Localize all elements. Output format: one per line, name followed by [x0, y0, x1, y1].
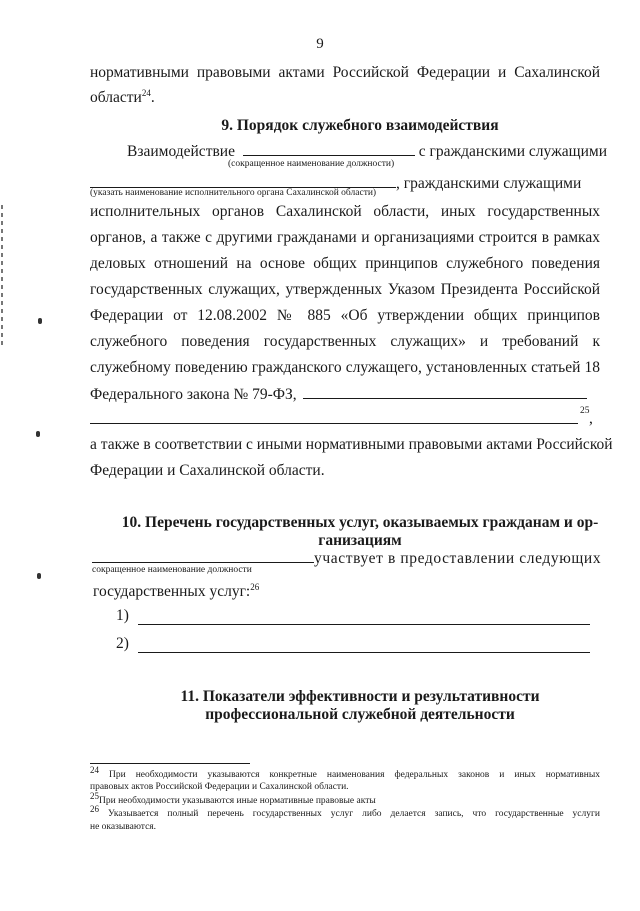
footnote-25-number: 25	[90, 791, 99, 801]
footnote-ref-24: 24	[141, 87, 151, 98]
footnote-26-line-2: не оказываются.	[90, 822, 157, 832]
scan-mark	[38, 318, 42, 324]
services-label-line	[93, 583, 603, 601]
interaction-word: Взаимодействие	[127, 143, 235, 160]
participates-text: участвует в предоставлении следующих	[314, 550, 602, 567]
position-blank[interactable]	[243, 142, 415, 156]
footnote-25-text: При необходимости указываются иные нормативные правовые акты	[99, 796, 376, 807]
section-11-title-2: профессиональной служебной деятельности	[205, 706, 515, 723]
body-blank[interactable]	[90, 174, 396, 188]
body-line-6: служебного поведения государственных служащих» и требований к	[90, 333, 600, 350]
footnote-24-text: При необходимости указываются конкретные наименования федеральных законов и иных нормативных	[109, 770, 600, 781]
section-10-title-2: ганизациям	[318, 532, 402, 549]
intro-period: .	[150, 89, 155, 106]
body-line-7: служебному поведению гражданского служащего, установленных статьей 18	[90, 359, 600, 376]
footnote-ref-26: 26	[250, 581, 260, 592]
position-hint-2: сокращенное наименование должности	[92, 565, 252, 575]
intro-line-2	[90, 89, 600, 107]
page-number: 9	[316, 36, 324, 52]
body-line-3: деловых отношений на основе общих принципов служебного поведения	[90, 255, 600, 272]
footnote-24-number: 24	[90, 765, 99, 775]
intro-text: области	[90, 89, 142, 106]
body-hint: (указать наименование исполнительного органа Сахалинской области)	[90, 188, 377, 198]
with-civil-servants: с гражданскими служащими	[418, 143, 607, 160]
closing-line-2: Федерации и Сахалинской области.	[90, 462, 325, 479]
footnote-26-text: Указывается полный перечень государственных услуг либо делается запись, что государственные услуги	[108, 809, 600, 820]
position-blank-2[interactable]	[92, 549, 314, 563]
section-10-title-1: 10. Перечень государственных услуг, оказываемых гражданам и ор-	[121, 514, 599, 531]
section-9-title: 9. Порядок служебного взаимодействия	[221, 117, 499, 134]
footnote-26-number: 26	[90, 804, 99, 814]
service-item-2-number: 2)	[116, 635, 129, 652]
service-item-1-number: 1)	[116, 607, 129, 624]
services-label: государственных услуг:	[93, 583, 251, 600]
closing-line-1: а также в соответствии с иными нормативными правовыми актами Российской	[90, 436, 613, 453]
position-hint: (сокращенное наименование должности)	[228, 159, 395, 169]
service-item-1-blank[interactable]	[138, 624, 590, 625]
law-blank[interactable]	[303, 385, 587, 399]
section-11-title-1: 11. Показатели эффективности и результативности	[180, 688, 540, 705]
footnote-24-line-2: правовых актов Российской Федерации и Сахалинской области.	[90, 782, 349, 792]
blank-comma: ,	[589, 410, 593, 427]
service-item-2-blank[interactable]	[138, 652, 590, 653]
body-line-1: исполнительных органов Сахалинской области, иных государственных	[90, 203, 600, 220]
full-blank-line[interactable]	[90, 423, 578, 424]
scan-edge-artifact	[1, 205, 3, 345]
body-line-4: государственных служащих, утвержденных Указом Президента Российской	[90, 281, 600, 298]
law-line	[90, 385, 600, 404]
law-text: Федерального закона № 79-ФЗ,	[90, 386, 297, 403]
scan-mark	[37, 573, 41, 579]
footnote-separator	[90, 763, 250, 764]
intro-line-1: нормативными правовыми актами Российской Федерации и Сахалинской	[90, 64, 600, 81]
body-line-5: Федерации от 12.08.2002 № 885 «Об утверждении общих принципов	[90, 307, 600, 324]
footnote-25	[90, 791, 600, 808]
body-line-2: органов, а также с другими гражданами и организациями строится в рамках	[90, 229, 600, 246]
footnote-ref-25: 25	[580, 406, 590, 416]
civil-servants-2: , гражданскими служащими	[396, 175, 582, 192]
footnote-24-line-1	[90, 765, 600, 782]
scan-mark	[36, 431, 40, 437]
footnote-26-line-1	[90, 804, 600, 821]
